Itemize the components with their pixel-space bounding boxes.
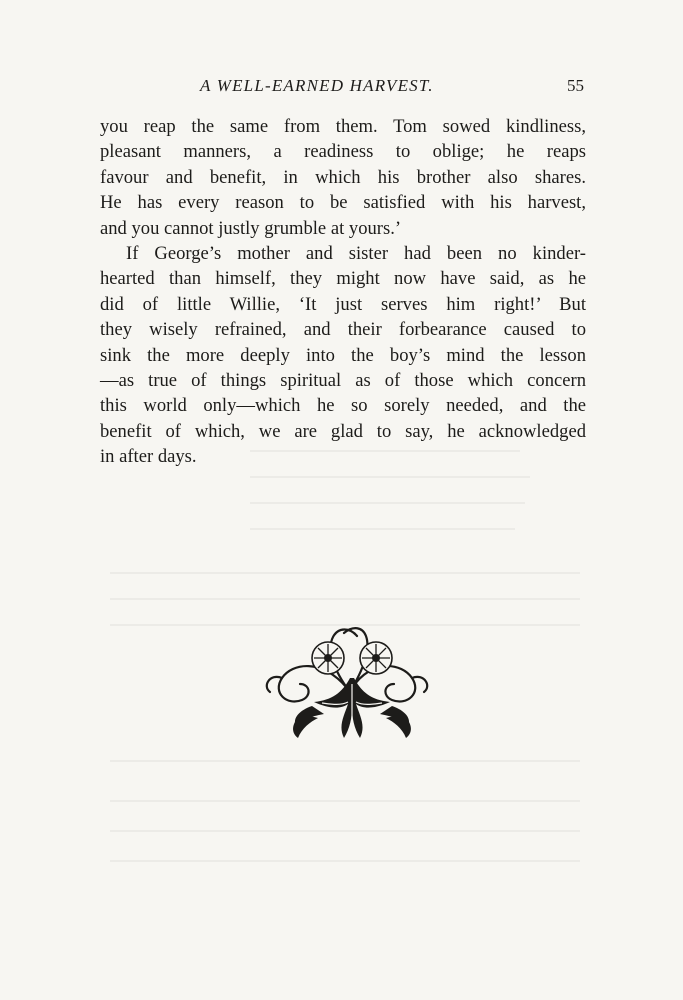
floral-tailpiece-icon: [252, 618, 442, 748]
text-line: you reap the same from them. Tom sowed kindliness,: [100, 116, 586, 137]
page-number: 55: [567, 76, 584, 95]
text-line: sink the more deeply into the boy’s mind the lesson: [100, 344, 586, 366]
text-line: He has every reason to be satisfied with his harvest,: [100, 192, 586, 214]
text-line: favour and benefit, in which his brother also shares.: [100, 166, 586, 188]
text-line: in after days.: [100, 446, 197, 468]
body-text: [100, 114, 586, 469]
text-line: they wisely refrained, and their forbearance caused to: [100, 319, 586, 341]
text-line: this world only—which he so sorely needed, and the: [100, 395, 586, 417]
text-line: benefit of which, we are glad to say, he acknowledged: [100, 420, 586, 442]
text-line: pleasant manners, a readiness to oblige; he reaps: [100, 141, 586, 163]
text-line: did of little Willie, ‘It just serves him right!’ But: [100, 293, 586, 315]
text-line: —as true of things spiritual as of those which concern: [100, 369, 586, 391]
text-line: If George’s mother and sister had been no kinder-: [126, 242, 586, 264]
running-title: A WELL-EARNED HARVEST.: [200, 76, 434, 95]
page-header: [100, 76, 584, 100]
text-line: hearted than himself, they might now have said, as he: [100, 268, 586, 290]
text-line: and you cannot justly grumble at yours.’: [100, 217, 402, 239]
